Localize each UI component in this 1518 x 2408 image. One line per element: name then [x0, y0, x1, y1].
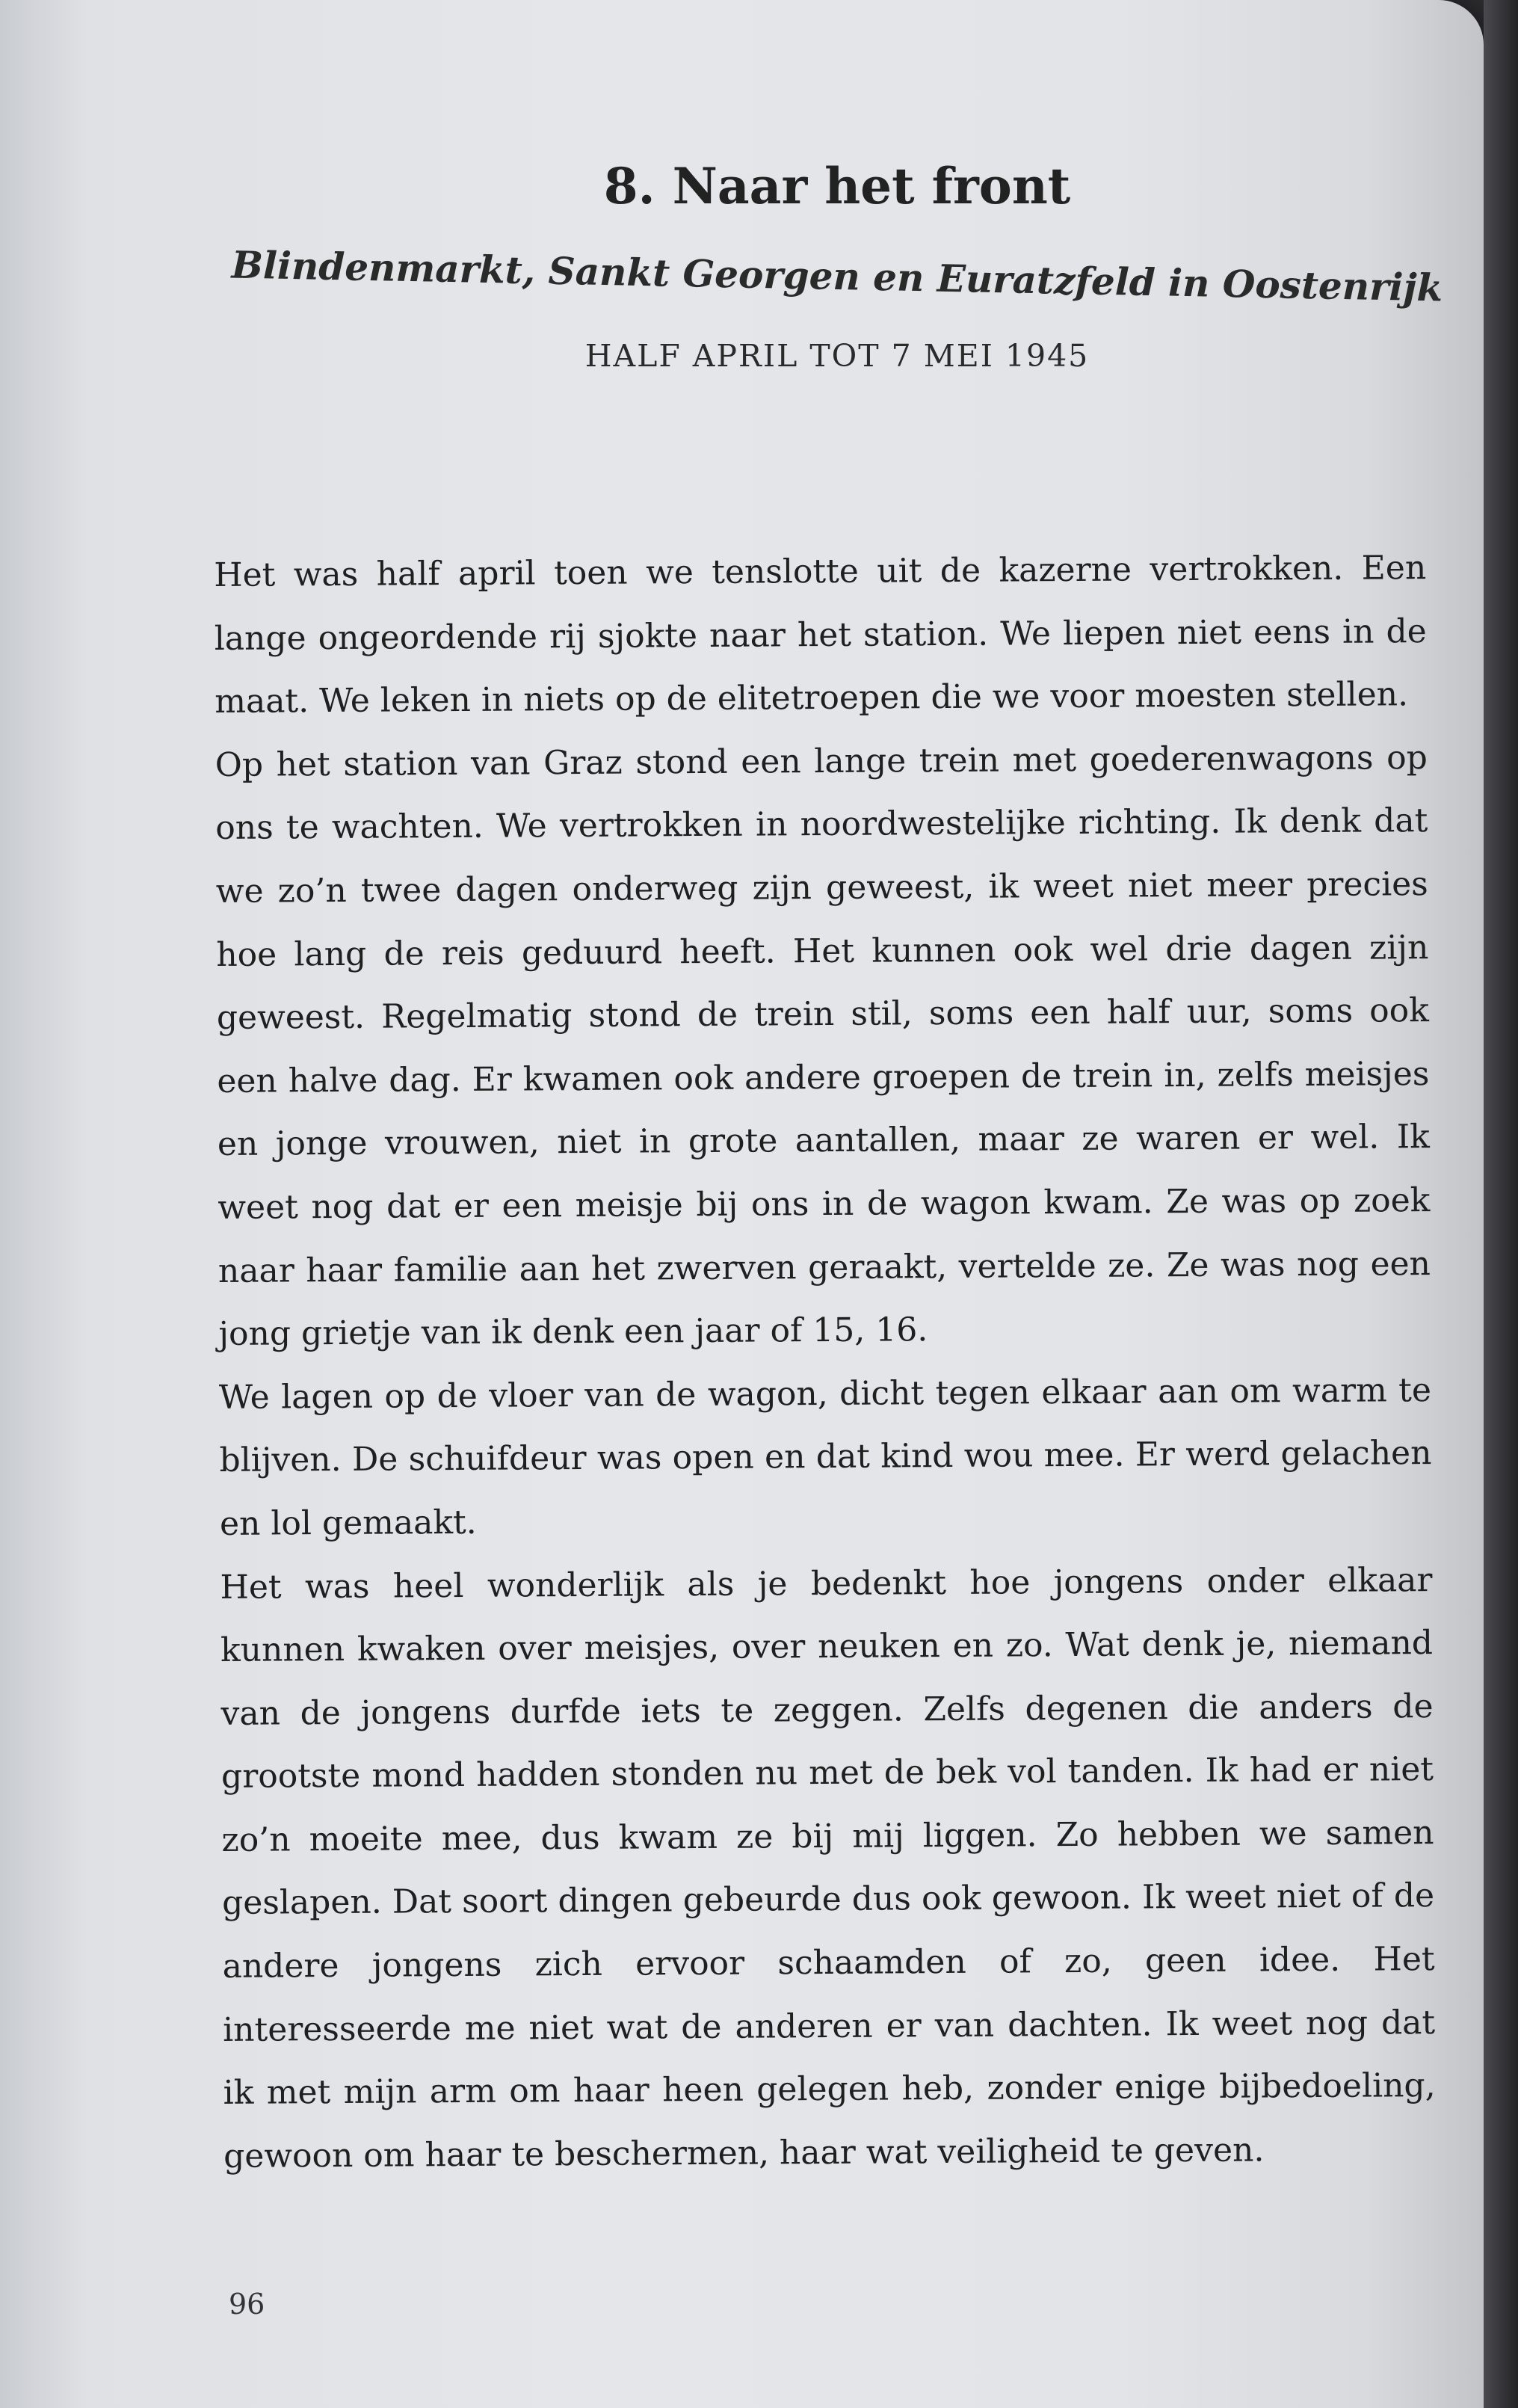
chapter-dateline: HALF APRIL TOT 7 MEI 1945	[584, 338, 1090, 374]
chapter-title: 8. Naar het front	[603, 157, 1071, 215]
book-edge-background	[1484, 0, 1518, 2408]
body-text	[214, 537, 1436, 2188]
paragraph: Het was half april toen we tenslotte uit de kazerne vertrokken. Een lange ongeordende rij sjokte naar het station. We liepen niet eens in de maat. We leken in niets op de elitetroepen die we voor moesten stellen.	[214, 549, 1427, 721]
paragraph: Het was heel wonderlijk als je bedenkt hoe jongens onder elkaar kunnen kwaken over meisjes, over neuken en zo. Wat denk je, niemand van de jongens durfde iets te zeggen. Zelfs degenen die anders de grootste mond hadden stonden nu met de bek vol tanden. Ik had er niet zo’n moeite mee, dus kwam ze bij mij liggen. Zo hebben we samen geslapen. Dat soort dingen gebeurde dus ook gewoon. Ik weet niet of de andere jongens zich ervoor schaamden of zo, geen idee. Het interesseerde me niet wat de anderen er van dachten. Ik weet nog dat ik met mijn arm om haar heen gelegen heb, zonder enige bijbedoeling, gewoon om haar te beschermen, haar wat veiligheid te geven.	[220, 1560, 1436, 2175]
paragraph: Op het station van Graz stond een lange trein met goederenwagons op ons te wachten. We vertrokken in noordwestelijke richting. Ik denk dat we zo’n twee dagen onderweg zijn geweest, ik weet niet meer precies hoe lang de reis geduurd heeft. Het kunnen ook wel drie dagen zijn geweest. Regelmatig stond de trein stil, soms een half uur, soms ook een halve dag. Er kwamen ook andere groepen de trein in, zelfs meisjes en jonge vrouwen, niet in grote aantallen, maar ze waren er wel. Ik weet nog dat er een meisje bij ons in de wagon kwam. Ze was op zoek naar haar familie aan het zwerven geraakt, vertelde ze. Ze was nog een jong grietje van ik denk een jaar of 15, 16.	[215, 738, 1431, 1354]
chapter-subtitle: Blindenmarkt, Sankt Georgen en Euratzfeld in Oostenrijk	[231, 242, 1443, 310]
page-number: 96	[229, 2288, 265, 2321]
paragraph: We lagen op de vloer van de wagon, dicht tegen elkaar aan om warm te blijven. De schuifdeur was open en dat kind wou mee. Er werd gelachen en lol gemaakt.	[218, 1370, 1432, 1543]
